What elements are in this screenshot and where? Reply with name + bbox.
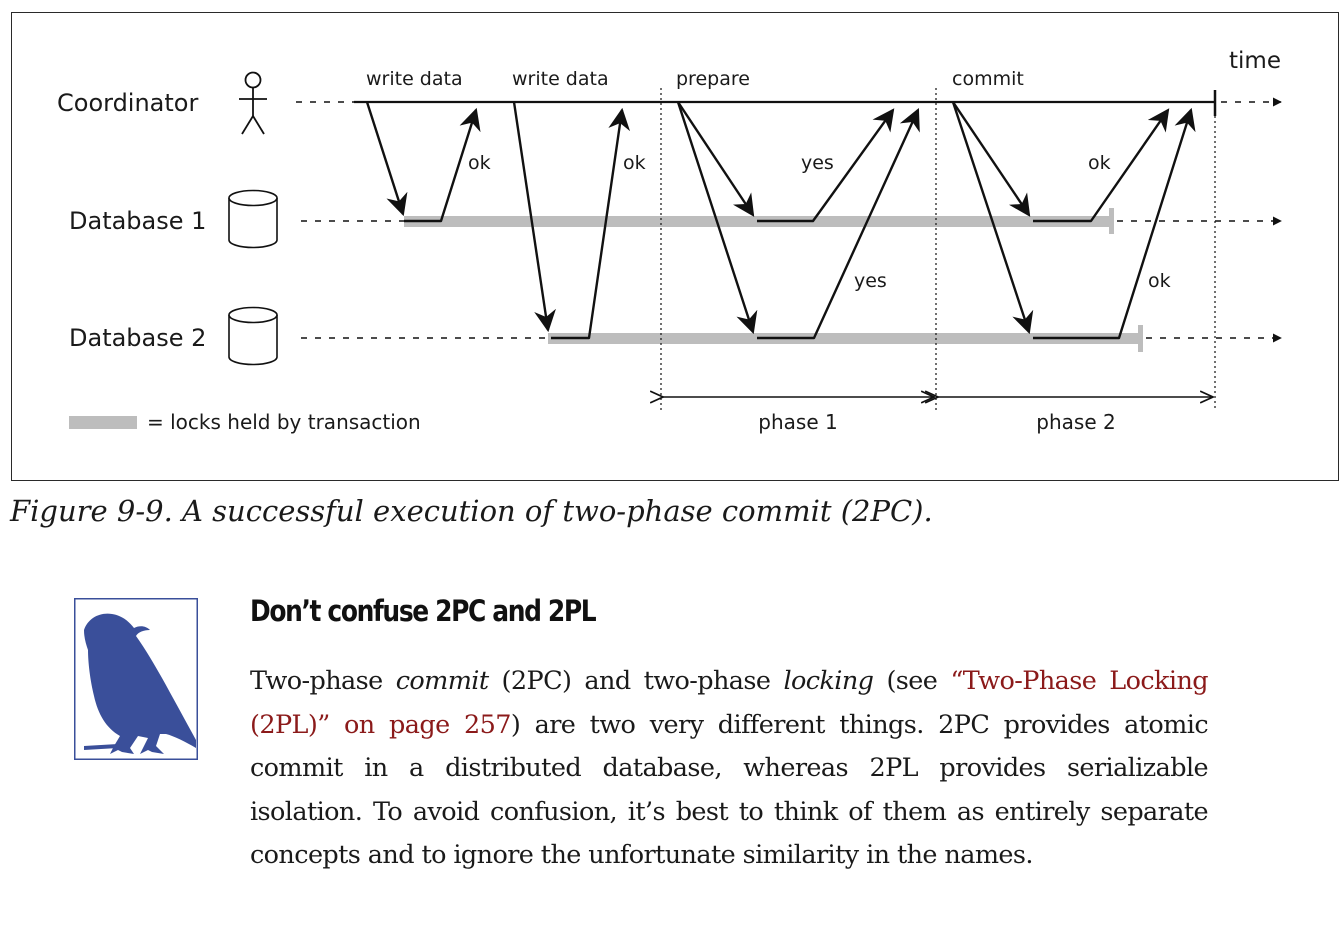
note-emphasis-commit: commit	[395, 666, 489, 696]
note-emphasis-locking: locking	[783, 666, 874, 696]
phase2-label: phase 2	[1036, 410, 1116, 434]
write-data-1-label: write data	[366, 68, 463, 90]
note-text-2: (2PC) and two-phase	[488, 666, 784, 696]
lock-bar-database1-end	[1109, 208, 1114, 234]
database1-icon	[229, 191, 277, 248]
ok-label-4: ok	[1148, 270, 1171, 292]
ok-label-2: ok	[623, 152, 646, 174]
lock-bar-database2-end	[1138, 325, 1143, 352]
ok-label-3: ok	[1088, 152, 1111, 174]
two-phase-commit-diagram	[11, 12, 1337, 480]
crow-icon	[74, 598, 198, 760]
commit-db1-arrow	[953, 102, 1029, 215]
yes-label-1: yes	[801, 152, 834, 174]
legend-label: = locks held by transaction	[147, 410, 421, 434]
database2-icon	[229, 308, 277, 365]
note-title: Don’t confuse 2PC and 2PL	[250, 594, 596, 628]
coordinator-label: Coordinator	[57, 89, 199, 117]
time-label: time	[1229, 48, 1281, 74]
note-body	[250, 660, 1208, 878]
cross-reference-link[interactable]: “Two-Phase Locking (2PL)” on page 257	[250, 666, 1208, 740]
write-data-2-label: write data	[512, 68, 609, 90]
prepare-db1-arrow	[678, 102, 753, 215]
note-text-1: Two-phase	[250, 666, 396, 696]
phase1-label: phase 1	[758, 410, 838, 434]
note-text-3: (see	[873, 666, 951, 696]
person-icon	[239, 73, 267, 135]
yes-label-2: yes	[854, 270, 887, 292]
db1-write-ok-arrow	[404, 110, 476, 221]
commit-label: commit	[952, 68, 1024, 90]
prepare-label: prepare	[676, 68, 750, 90]
database2-label: Database 2	[69, 324, 207, 352]
timeline-coordinator	[296, 90, 1281, 116]
database1-label: Database 1	[69, 207, 207, 235]
figure-caption: Figure 9-9. A successful execution of two-phase commit (2PC).	[10, 494, 933, 528]
write-data-1-arrow	[367, 102, 403, 214]
legend-swatch	[69, 416, 137, 429]
phase-dividers	[661, 88, 1215, 410]
note-text-4: ) are two very different things. 2PC provides atomic commit in a distributed database, whereas 2PL provides serializable isolation. To avoid confusion, it’s best to think of them as entirely separate concepts and to ignore the unfortunate similarity in the names.	[250, 709, 1209, 870]
ok-label-1: ok	[468, 152, 491, 174]
